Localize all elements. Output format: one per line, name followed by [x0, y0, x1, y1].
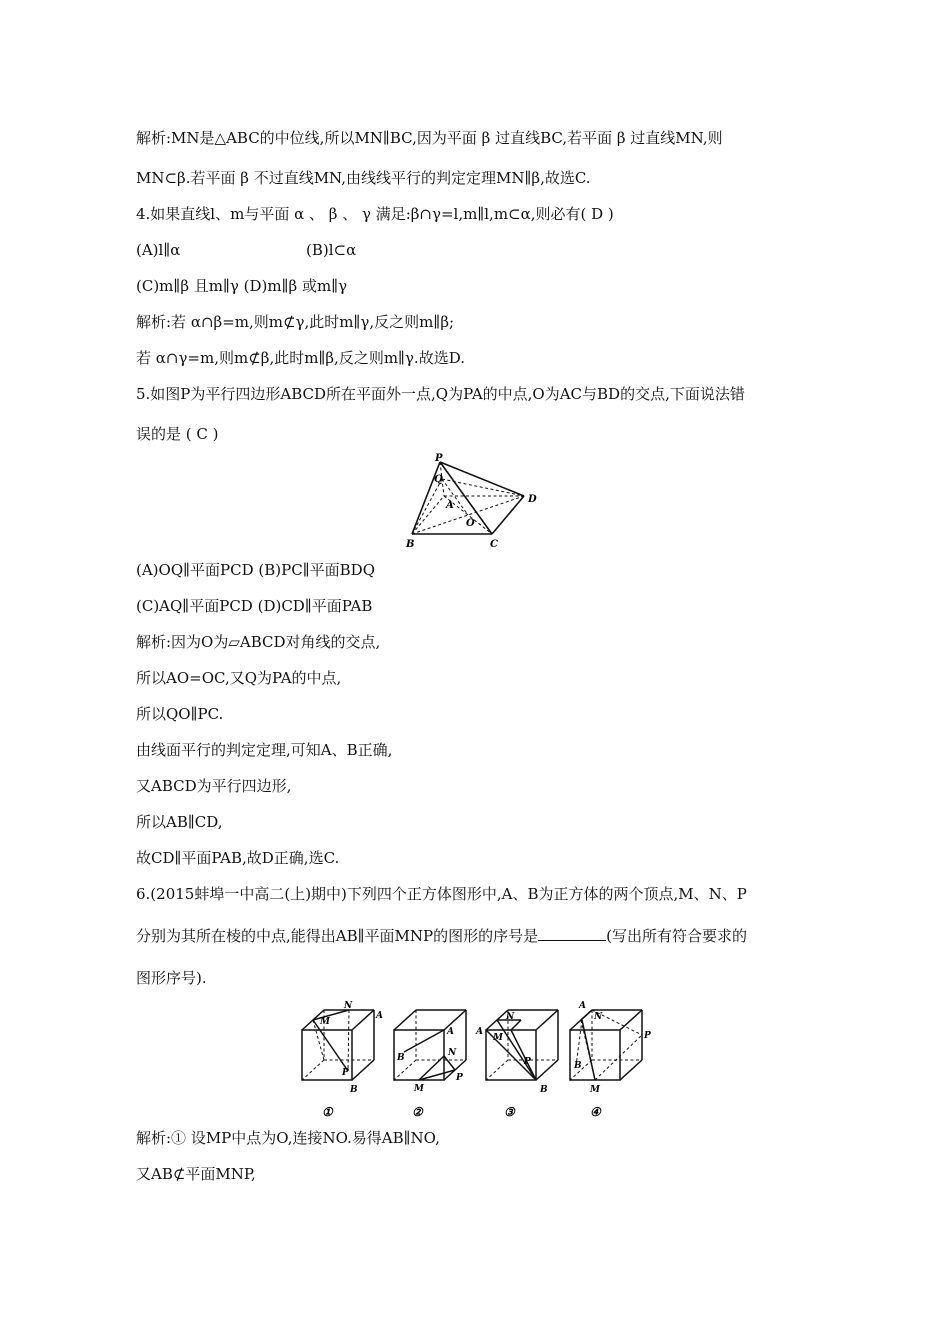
- label-p: P: [435, 453, 443, 464]
- label-b: B: [397, 1053, 405, 1063]
- solution-text: MN⊂β.若平面 β 不过直线MN,由线线平行的判定定理MN∥β,故选C.: [136, 169, 591, 187]
- figure-number: ①: [322, 1105, 333, 1119]
- label-b: B: [350, 1085, 358, 1095]
- options-c-d: (C)AQ∥平面PCD (D)CD∥平面PAB: [136, 597, 373, 615]
- label-p: P: [456, 1073, 463, 1083]
- option-b: (B)l⊂α: [306, 241, 357, 259]
- figure-number: ③: [504, 1105, 515, 1119]
- solution-text: 又AB⊄平面MNP,: [136, 1165, 256, 1183]
- solution-text: 若 α∩γ=m,则m⊄β,此时m∥β,反之则m∥γ.故选D.: [136, 349, 465, 367]
- label-m: M: [493, 1033, 503, 1043]
- question-5: 5.如图P为平行四边形ABCD所在平面外一点,Q为PA的中点,O为AC与BD的交点,下面说法错: [136, 385, 745, 403]
- question-5-cont: 误的是 ( C ): [136, 425, 219, 443]
- label-p: P: [342, 1068, 349, 1078]
- question-6: 6.(2015蚌埠一中高二(上)期中)下列四个正方体图形中,A、B为正方体的两个顶点,M、N、P: [136, 885, 747, 903]
- options-a-b: (A)OQ∥平面PCD (B)PC∥平面BDQ: [136, 561, 375, 579]
- solution-text: 又ABCD为平行四边形,: [136, 777, 292, 795]
- label-a: A: [446, 500, 454, 511]
- cube-1: [302, 1001, 383, 1119]
- label-m: M: [590, 1085, 600, 1095]
- edge-pb: [412, 462, 440, 534]
- label-a: A: [579, 1001, 586, 1011]
- solution-text: 解析:若 α∩β=m,则m⊄γ,此时m∥γ,反之则m∥β;: [136, 313, 455, 331]
- solution-text: 解析:因为O为▱ABCD对角线的交点,: [136, 633, 381, 651]
- pyramid-figure: [400, 452, 560, 552]
- solution-text: 解析:MN是△ABC的中位线,所以MN∥BC,因为平面 β 过直线BC,若平面 β 过直线MN,则: [136, 129, 723, 147]
- label-p: P: [524, 1057, 531, 1067]
- label-m: M: [320, 1017, 330, 1027]
- solution-text: 由线面平行的判定定理,可知A、B正确,: [136, 741, 393, 759]
- figure-number: ②: [412, 1105, 423, 1119]
- solution-text: 所以QO∥PC.: [136, 705, 224, 723]
- label-a: A: [476, 1027, 483, 1037]
- label-b: B: [540, 1085, 548, 1095]
- label-n: N: [506, 1012, 515, 1022]
- cube-figures: [296, 996, 666, 1122]
- solution-text: 故CD∥平面PAB,故D正确,选C.: [136, 849, 340, 867]
- label-c: C: [490, 539, 498, 550]
- solution-text: 所以AO=OC,又Q为PA的中点,: [136, 669, 342, 687]
- label-a: A: [376, 1011, 383, 1021]
- cube-4: [570, 1001, 651, 1119]
- options-c-d: (C)m∥β 且m∥γ (D)m∥β 或m∥γ: [136, 277, 348, 295]
- label-p: P: [644, 1031, 651, 1041]
- label-m: M: [414, 1084, 424, 1094]
- cube-2: [394, 1010, 466, 1119]
- question-4: 4.如果直线l、m与平面 α 、 β 、 γ 满足:β∩γ=l,m∥l,m⊂α,则必有( D ): [136, 205, 614, 223]
- label-n: N: [344, 1001, 353, 1011]
- solution-text: 解析:① 设MP中点为O,连接NO.易得AB∥NO,: [136, 1129, 440, 1147]
- segment-qd: [442, 479, 524, 496]
- question-text: (写出所有符合要求的: [606, 927, 747, 945]
- figure-number: ④: [590, 1105, 601, 1119]
- solution-text: 所以AB∥CD,: [136, 813, 223, 831]
- question-6-cont: [136, 926, 747, 946]
- label-b: B: [406, 539, 415, 550]
- cube-3: [475, 1010, 558, 1119]
- segment-qb: [412, 479, 442, 534]
- label-n: N: [448, 1048, 457, 1058]
- question-text: 分别为其所在棱的中点,能得出AB∥平面MNP的图形的序号是: [136, 927, 539, 945]
- question-6-cont: 图形序号).: [136, 969, 207, 987]
- label-o: O: [466, 518, 475, 529]
- label-d: D: [528, 494, 537, 505]
- label-b: B: [574, 1061, 582, 1071]
- answer-blank: [538, 926, 606, 941]
- option-a: (A)l∥α: [136, 241, 181, 259]
- label-a: A: [447, 1027, 454, 1037]
- label-q: Q: [434, 474, 443, 485]
- label-n: N: [594, 1012, 603, 1022]
